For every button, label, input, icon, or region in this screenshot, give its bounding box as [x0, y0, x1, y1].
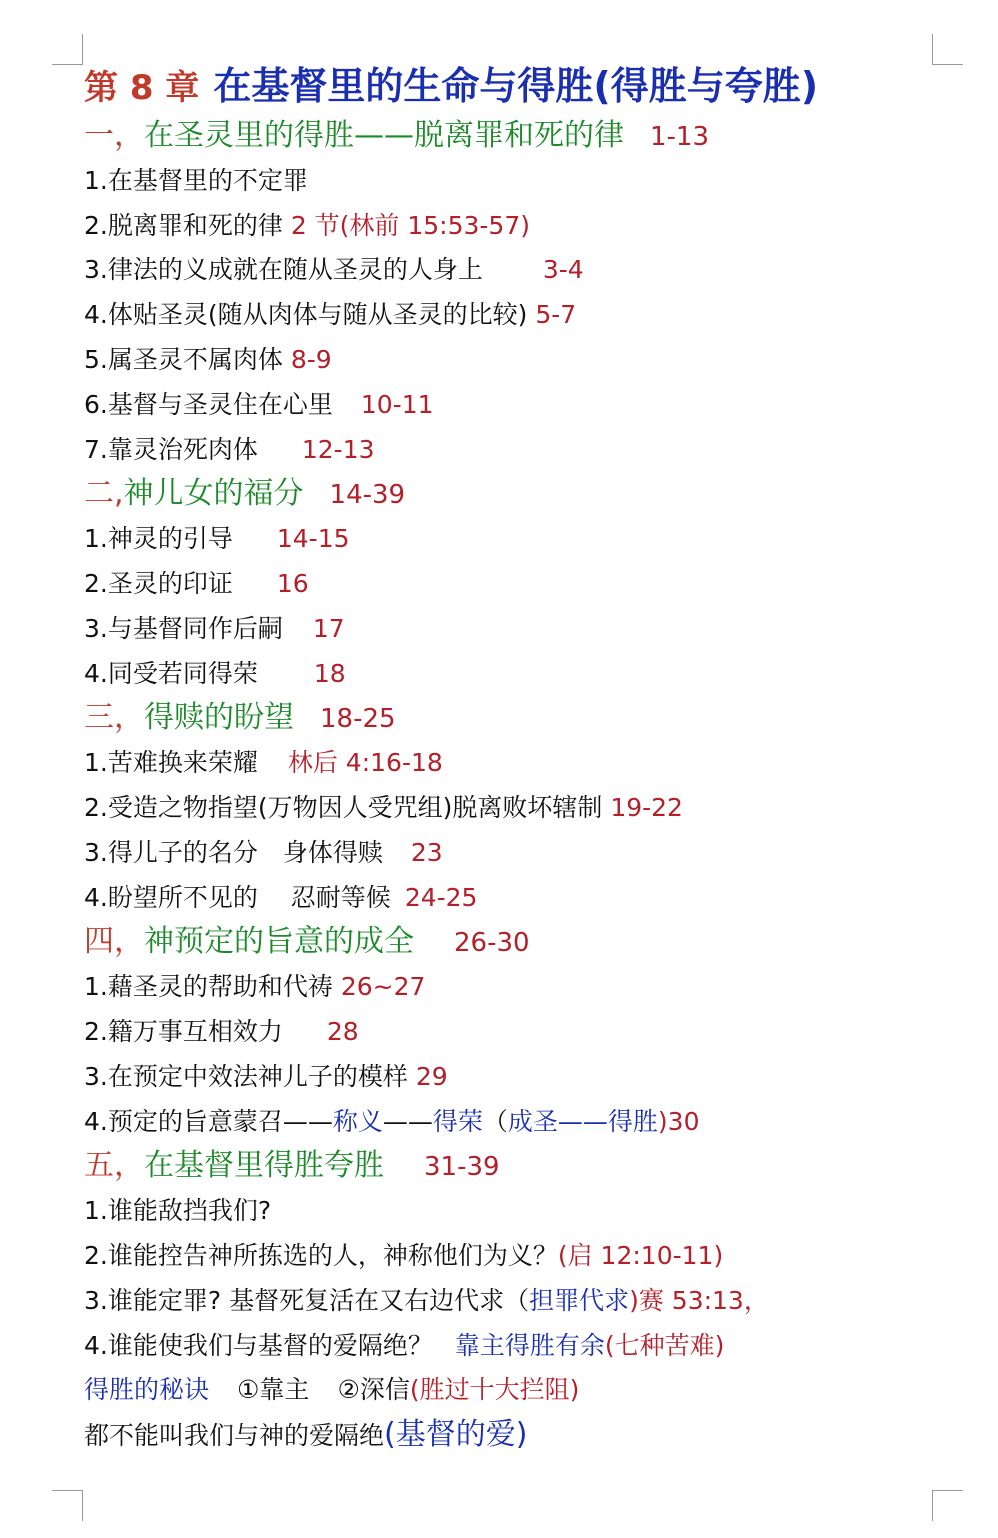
chapter-title: [84, 58, 964, 114]
list-item: 2.籍万事互相效力 28: [84, 1016, 359, 1046]
list-item: 4.盼望所不见的 忍耐等候 24-25: [84, 882, 478, 912]
list-item: 1.谁能敌挡我们?: [84, 1196, 272, 1226]
chapter-number: 第 8 章: [84, 68, 200, 108]
list-item: 1.藉圣灵的帮助和代祷 26~27: [84, 972, 426, 1002]
closing-line: 都不能叫我们与神的爱隔绝(基督的爱): [84, 1417, 528, 1453]
section-heading-1: 一，在圣灵里的得胜——脱离罪和死的律 1-13: [84, 118, 710, 153]
list-item: 2.谁能控告神所拣选的人，神称他们为义？(启 12:10-11): [84, 1240, 724, 1270]
document-body: [84, 58, 964, 1458]
list-item: 2.受造之物指望(万物因人受咒组)脱离败坏辖制 19-22: [84, 792, 683, 822]
list-item: 3.与基督同作后嗣 17: [84, 613, 345, 643]
crop-mark-top-left: [52, 34, 83, 65]
crop-mark-bottom-left: [52, 1490, 83, 1521]
section-heading-5: 五，在基督里得胜夸胜 31-39: [84, 1148, 500, 1184]
section-heading-4: 四，神预定的旨意的成全 26-30: [84, 924, 530, 960]
list-item: 3.在预定中效法神儿子的模样 29: [84, 1061, 448, 1091]
list-item: 4.预定的旨意蒙召——称义——得荣（成圣——得胜)30: [84, 1106, 700, 1136]
list-item: 7.靠灵治死肉体 12-13: [84, 434, 375, 464]
section-heading-3: 三，得赎的盼望 18-25: [84, 700, 396, 736]
list-item: 3.得儿子的名分 身体得赎 23: [84, 837, 443, 867]
list-item: 3.律法的义成就在随从圣灵的人身上 3-4: [84, 255, 584, 285]
list-item: 2.脱离罪和死的律 2 节(林前 15:53-57): [84, 210, 530, 240]
list-item: 1.在基督里的不定罪: [84, 165, 308, 195]
crop-mark-bottom-right: [932, 1490, 963, 1521]
list-item: 5.属圣灵不属肉体 8-9: [84, 344, 332, 374]
list-item: 4.谁能使我们与基督的爱隔绝？ 靠主得胜有余(七种苦难): [84, 1330, 725, 1360]
list-item: 4.体贴圣灵(随从肉体与随从圣灵的比较) 5-7: [84, 300, 577, 330]
list-item: 6.基督与圣灵住在心里 10-11: [84, 389, 434, 419]
list-item: 1.苦难换来荣耀 林后 4:16-18: [84, 748, 443, 778]
list-item: 4.同受若同得荣 18: [84, 658, 346, 688]
chapter-main-title: 在基督里的生命与得胜(得胜与夸胜): [213, 64, 819, 108]
list-item: 1.神灵的引导 14-15: [84, 524, 350, 554]
victory-secret-line: 得胜的秘诀 ①靠主 ②深信(胜过十大拦阻): [84, 1375, 580, 1405]
section-heading-2: 二,神儿女的福分 14-39: [84, 476, 406, 512]
list-item: 3.谁能定罪? 基督死复活在又右边代求（担罪代求)赛 53:13，: [84, 1285, 769, 1315]
list-item: 2.圣灵的印证 16: [84, 568, 309, 598]
